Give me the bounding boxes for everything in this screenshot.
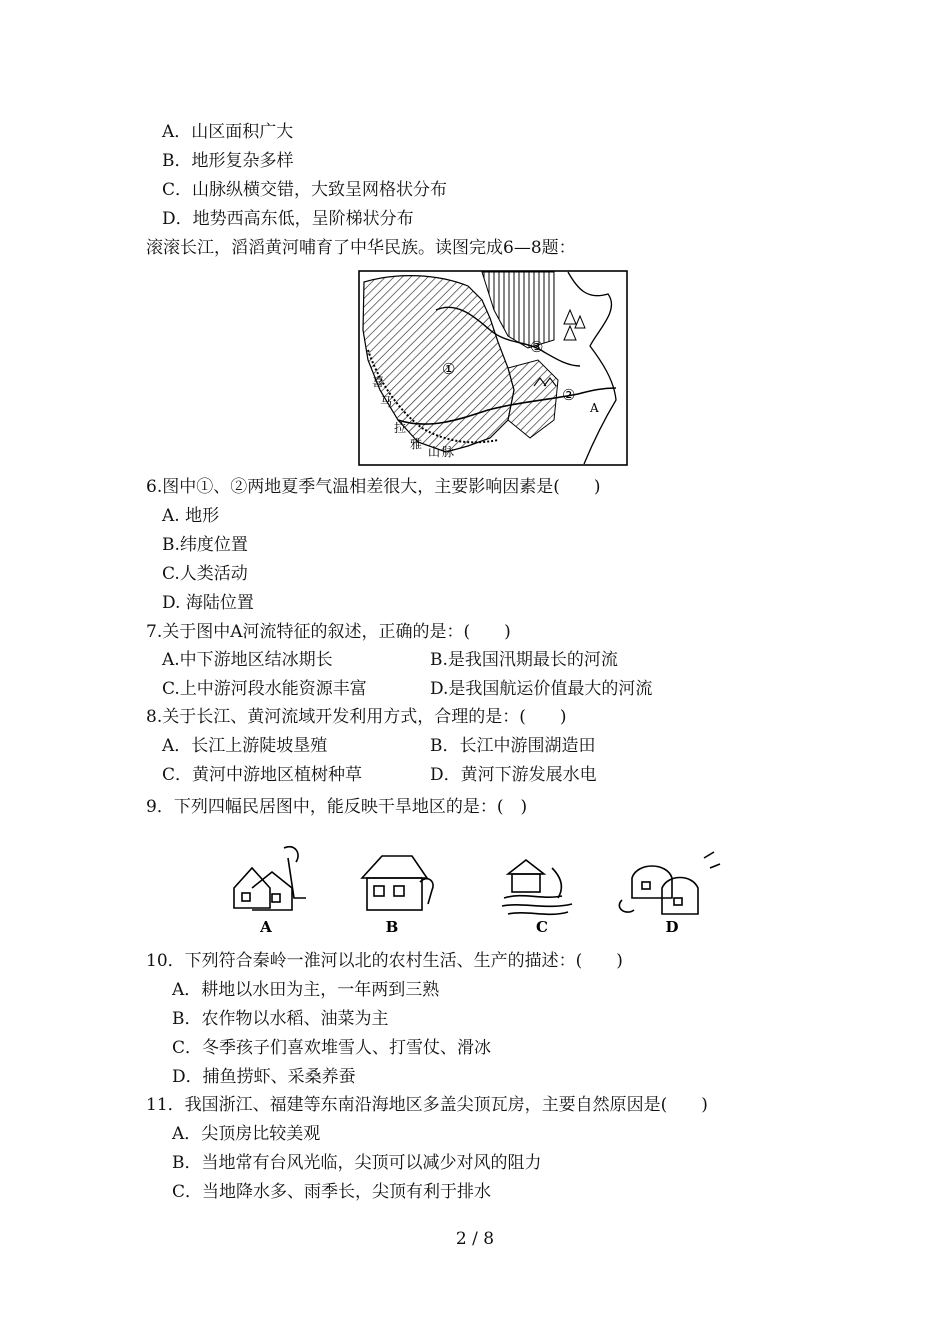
map-label-la: 拉 xyxy=(394,421,407,435)
q11-option-c: C．当地降水多、雨季长，尖顶有利于排水 xyxy=(172,1182,492,1202)
q8-option-b: B．长江中游围湖造田 xyxy=(430,736,596,756)
q10-option-c: C．冬季孩子们喜欢堆雪人、打雪仗、滑冰 xyxy=(172,1038,492,1058)
marker-a: A xyxy=(590,401,599,415)
q10-option-b: B．农作物以水稻、油菜为主 xyxy=(172,1009,389,1029)
house-label-b: B xyxy=(385,918,399,936)
marker-1: ① xyxy=(442,360,456,378)
q11-option-a: A．尖顶房比较美观 xyxy=(172,1124,321,1144)
q8-option-a: A．长江上游陡坡垦殖 xyxy=(162,736,328,756)
q10-stem: 10．下列符合秦岭一淮河以北的农村生活、生产的描述：( ) xyxy=(146,951,623,971)
q8-option-d: D．黄河下游发展水电 xyxy=(430,765,597,785)
q7-option-d: D.是我国航运价值最大的河流 xyxy=(430,679,653,699)
q6-option-c: C.人类活动 xyxy=(162,564,248,584)
q8-option-c: C．黄河中游地区植树种草 xyxy=(162,765,363,785)
q8-stem: 8.关于长江、黄河流域开发利用方式，合理的是：( ) xyxy=(146,707,567,727)
intro-text: 滚滚长江，滔滔黄河哺育了中华民族。读图完成6—8题： xyxy=(146,238,576,258)
house-label-d: D xyxy=(665,918,679,936)
map-label-ma: 马 xyxy=(380,395,393,409)
q7-option-c: C.上中游河段水能资源丰富 xyxy=(162,679,367,699)
house-c-image xyxy=(502,860,572,914)
dwellings-figure xyxy=(222,838,732,938)
q7-option-b: B.是我国汛期最长的河流 xyxy=(430,650,618,670)
q10-option-a: A．耕地以水田为主，一年两到三熟 xyxy=(172,980,440,1000)
option-c: C．山脉纵横交错，大致呈网格状分布 xyxy=(162,180,448,200)
q11-stem: 11．我国浙江、福建等东南沿海地区多盖尖顶瓦房，主要自然原因是( ) xyxy=(146,1095,708,1115)
q7-option-a: A.中下游地区结冰期长 xyxy=(162,650,333,670)
map-label-shan: 山 xyxy=(428,445,441,459)
house-b-image xyxy=(362,856,433,910)
house-d-image xyxy=(619,852,720,914)
house-label-a: A xyxy=(260,918,272,936)
option-b: B．地形复杂多样 xyxy=(162,151,294,171)
q10-option-d: D．捕鱼捞虾、采桑养蚕 xyxy=(172,1067,356,1087)
marker-3: ③ xyxy=(530,338,544,356)
q6-option-a: A. 地形 xyxy=(162,506,220,526)
map-label-xi: 喜 xyxy=(372,375,385,389)
q6-option-d: D. 海陆位置 xyxy=(162,593,254,613)
option-a: A．山区面积广大 xyxy=(162,122,294,142)
q9-stem: 9．下列四幅民居图中，能反映干旱地区的是：( ) xyxy=(146,797,528,817)
house-label-c: C xyxy=(536,918,548,936)
q7-stem: 7.关于图中A河流特征的叙述，正确的是：( ) xyxy=(146,622,511,642)
china-map-figure xyxy=(358,270,628,466)
q11-option-b: B．当地常有台风光临，尖顶可以减少对风的阻力 xyxy=(172,1153,542,1173)
page-number: 2 / 8 xyxy=(455,1229,495,1249)
option-d: D．地势西高东低，呈阶梯状分布 xyxy=(162,209,414,229)
q6-option-b: B.纬度位置 xyxy=(162,535,248,555)
q6-stem: 6.图中①、②两地夏季气温相差很大，主要影响因素是( ) xyxy=(146,477,601,497)
map-label-mai: 脉 xyxy=(442,445,455,459)
house-a-image xyxy=(234,847,306,910)
map-label-ya: 雅 xyxy=(410,437,423,451)
marker-2: ② xyxy=(562,386,576,404)
